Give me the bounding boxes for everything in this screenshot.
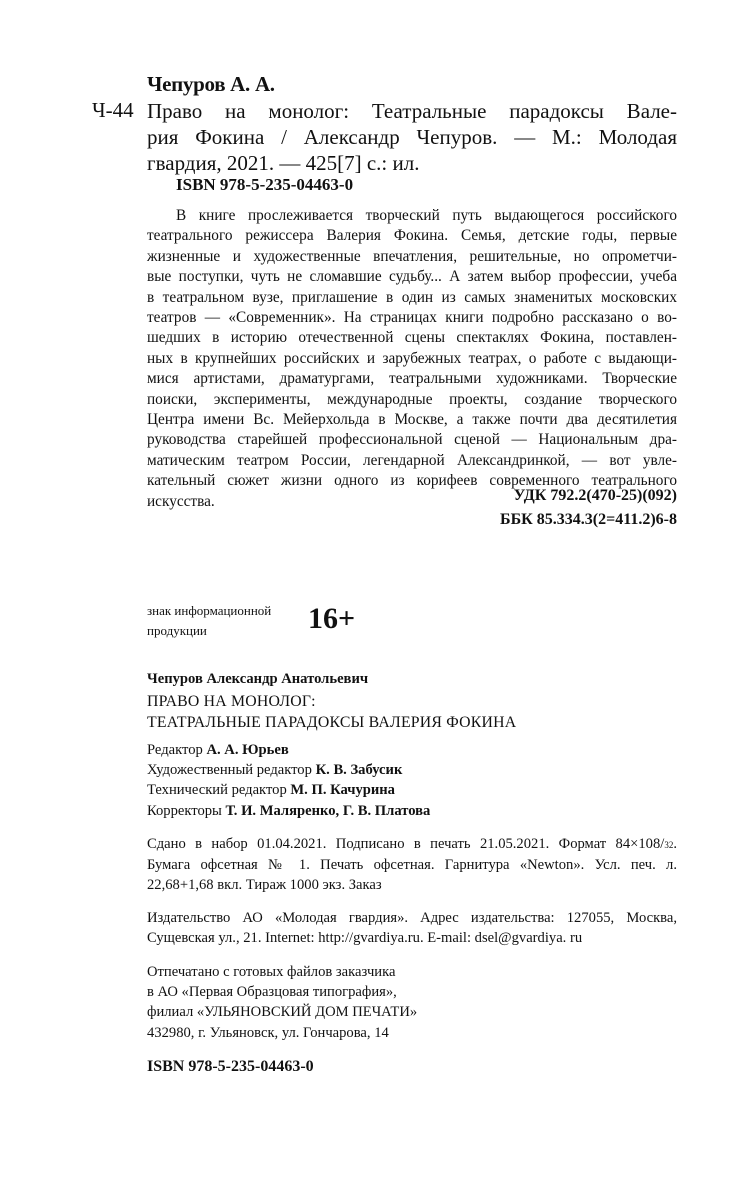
- abstract-line: В книге прослеживается творческий путь выдающегося российского: [176, 207, 677, 224]
- printer-info: [147, 962, 677, 1043]
- abstract-line: искусства.: [147, 492, 215, 510]
- book-title-line: ПРАВО НА МОНОЛОГ:: [147, 693, 316, 710]
- catalog-title-line: Право на монолог: Театральные парадоксы Вале-: [147, 99, 677, 123]
- bbk-code: ББК 85.334.3(2=411.2)6-8: [500, 511, 677, 528]
- credit-tech-editor: [147, 780, 677, 800]
- production-line: [147, 834, 677, 855]
- age-rating-badge: 16+: [308, 602, 356, 635]
- age-rating-label-line: знак информационной: [147, 603, 272, 618]
- book-title-line: ТЕАТРАЛЬНЫЕ ПАРАДОКСЫ ВАЛЕРИЯ ФОКИНА: [147, 714, 517, 731]
- production-line: 22,68+1,68 вкл. Тираж 1000 экз. Заказ: [147, 877, 382, 894]
- imprint-isbn: ISBN 978-5-235-04463-0: [147, 1058, 314, 1075]
- credit-editor: [147, 740, 677, 760]
- credit-proofreaders: [147, 801, 677, 821]
- credit-role: Корректоры: [147, 802, 226, 819]
- publisher-line: Издательство АО «Молодая гвардия». Адрес издательства: 127055, Москва,: [147, 910, 677, 926]
- abstract-line: шедших в историю отечественной сцены спектаклях Фокина, поставлен-: [147, 329, 677, 347]
- credit-names: М. П. Качурина: [290, 782, 395, 799]
- abstract-line: театрального режиссера Валерия Фокина. Семья, детские годы, первые: [147, 227, 677, 245]
- abstract-line: матическим театром России, легендарной Александринкой, — вот увле-: [147, 451, 677, 469]
- abstract-line: жизненные и художественные впечатления, решительные, но опрометчи-: [147, 247, 677, 265]
- catalog-author-heading: Чепуров А. А.: [147, 72, 275, 96]
- classification-codes: [400, 484, 677, 532]
- credit-names: А. А. Юрьев: [206, 742, 289, 758]
- abstract-line: руководства старейшей профессиональной сценой — Национальным дра-: [147, 431, 677, 449]
- printer-line: в АО «Первая Образцовая типография»,: [147, 984, 397, 1001]
- credit-role: Редактор: [147, 742, 207, 758]
- production-line-end: .: [673, 836, 677, 852]
- abstract-line: в театральном вузе, приглашение в один из самых знаменитых московских: [147, 288, 677, 306]
- credit-role: Художественный редактор: [147, 762, 316, 779]
- abstract-line: вые поступки, чуть не сломавшие судьбу... А затем выбор профессии, учеба: [147, 268, 677, 286]
- credit-names: К. В. Забусик: [315, 762, 403, 779]
- catalog-title-entry: [147, 98, 677, 176]
- abstract-line: ных в крупнейших российских и зарубежных театрах, о работе с выдающи-: [147, 349, 677, 367]
- imprint-credits: [147, 740, 677, 821]
- abstract-line: Центра имени Вс. Мейерхольда в Москве, а также почти два десятилетия: [147, 411, 677, 429]
- abstract-line: театров — «Современник». На страницах книги подробно рассказано о во-: [147, 309, 677, 327]
- abstract-line: поиски, эксперименты, международные проекты, создание творческого: [147, 390, 677, 408]
- credit-role: Технический редактор: [147, 782, 291, 799]
- udk-code: УДК 792.2(470-25)(092): [513, 487, 677, 504]
- publisher-info: [147, 908, 677, 948]
- age-rating-label: [147, 601, 271, 641]
- printer-line: Отпечатано с готовых файлов заказчика: [147, 964, 396, 980]
- catalog-title-line: рия Фокина / Александр Чепуров. — М.: Молодая: [147, 125, 677, 149]
- credit-names: Т. И. Маляренко, Г. В. Платова: [225, 802, 431, 819]
- catalog-title-line: гвардия, 2021. — 425[7] с.: ил.: [147, 151, 420, 175]
- abstract-line: мися артистами, драматургами, театральными художниками. Творческие: [147, 370, 677, 388]
- production-data: [147, 834, 677, 896]
- credit-art-editor: [147, 760, 677, 780]
- imprint-book-title: [147, 691, 677, 733]
- printer-line: филиал «УЛЬЯНОВСКИЙ ДОМ ПЕЧАТИ»: [147, 1004, 418, 1021]
- age-rating-label-line: продукции: [147, 623, 207, 638]
- production-line-text: Сдано в набор 01.04.2021. Подписано в печать 21.05.2021. Формат 84×108/: [147, 836, 665, 852]
- imprint-author: Чепуров Александр Анатольевич: [147, 671, 369, 687]
- printer-line: 432980, г. Ульяновск, ул. Гончарова, 14: [147, 1024, 389, 1041]
- abstract-line: кательный сюжет жизни одного из корифеев современного театрального: [147, 472, 677, 490]
- call-number: Ч-44: [92, 98, 134, 122]
- publisher-line: Сущевская ул., 21. Internet: http://gvardiya.ru. E-mail: dsel@gvardiya. ru: [147, 930, 583, 947]
- catalog-isbn: ISBN 978-5-235-04463-0: [176, 175, 354, 194]
- format-fraction: 32: [664, 840, 674, 850]
- abstract: [147, 206, 677, 512]
- production-line: Бумага офсетная № 1. Печать офсетная. Гарнитура «Newton». Усл. печ. л.: [147, 857, 677, 874]
